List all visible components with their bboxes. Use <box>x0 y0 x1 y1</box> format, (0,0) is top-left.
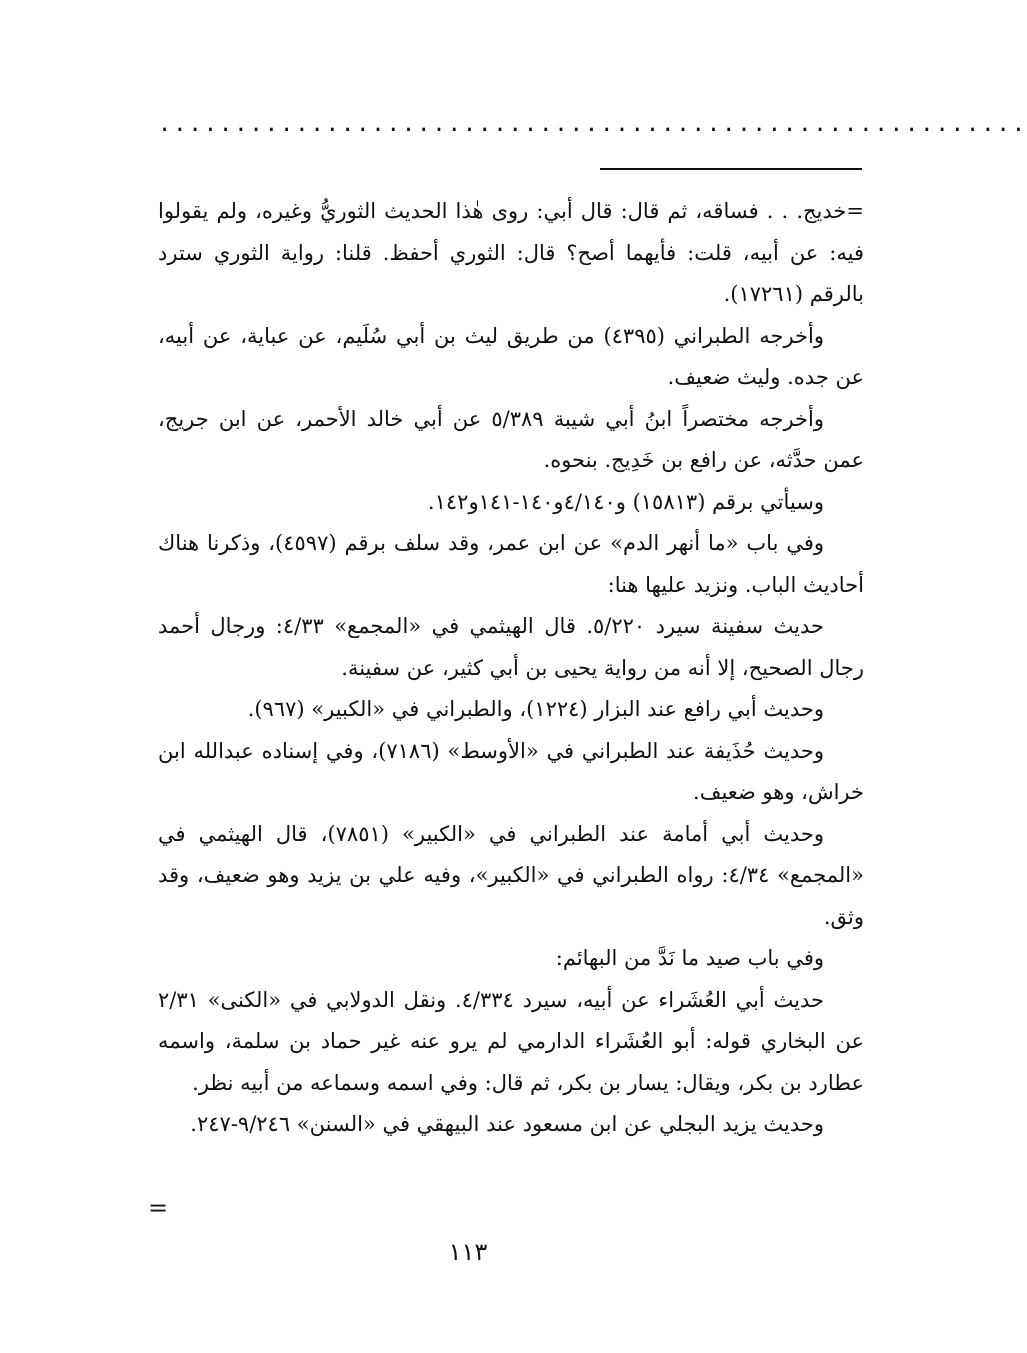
footnote-paragraph: حديث أبي العُشَراء عن أبيه، سيرد ٤/٣٣٤. ونقل الدولابي في «الكنى» ٢/٣١ عن البخاري قوله: أبو العُشَراء الدارمي لم يرو عنه غير حماد بن سلمة، واسمه عطارد بن بكر، ويقال: يسار بن بكر، ثم قال: وفي اسمه وسماعه من أبيه نظر. <box>158 987 864 1095</box>
footnote-paragraph: وحديث أبي رافع عند البزار (١٢٢٤)، والطبراني في «الكبير» (٩٦٧). <box>247 697 824 721</box>
footnote-paragraph: حديث سفينة سيرد ٥/٢٢٠. قال الهيثمي في «المجمع» ٤/٣٣: ورجال أحمد رجال الصحيح، إلا أنه من رواية يحيى بن أبي كثير، عن سفينة. <box>158 614 864 680</box>
footnote-paragraph: وسيأتي برقم (١٥٨١٣) و٤/١٤٠و١٤٠-١٤١و١٤٢. <box>427 489 824 514</box>
footnote-text <box>158 191 864 1146</box>
footnote-paragraph: وحديث أبي أمامة عند الطبراني في «الكبير» (٧٨٥١)، قال الهيثمي في «المجمع» ٤/٣٤: رواه الطبراني في «الكبير»، وفيه علي بن يزيد وهو ضعيف، وقد وثق. <box>158 821 864 929</box>
footnote-paragraph: وفي باب «ما أنهر الدم» عن ابن عمر، وقد سلف برقم (٤٥٩٧)، وذكرنا هناك أحاديث الباب. ونزيد عليها هنا: <box>158 531 864 597</box>
footnote-paragraph: وفي باب صيد ما نَدَّ من البهائم: <box>555 946 824 970</box>
footnote-paragraph: وحديث يزيد البجلي عن ابن مسعود عند البيهقي في «السنن» ٩/٢٤٦-٢٤٧. <box>190 1112 824 1136</box>
continuation-mark: = <box>148 1194 169 1222</box>
footnote-paragraph: وحديث حُذَيفة عند الطبراني في «الأوسط» (٧١٨٦)، وفي إسناده عبدالله ابن خراش، وهو ضعيف. <box>158 738 864 804</box>
footnote-paragraph: وأخرجه مختصراً ابنُ أبي شيبة ٥/٣٨٩ عن أبي خالد الأحمر، عن ابن جريج، عمن حدَّثه، عن رافع بن خَدِيج. بنحوه. <box>158 406 864 472</box>
footnote-paragraph: وأخرجه الطبراني (٤٣٩٥) من طريق ليث بن أبي سُلَيم، عن عباية، عن أبيه، عن جده. وليث ضعيف. <box>158 323 864 389</box>
footnote-paragraph: =خديج. . . فساقه، ثم قال: قال أبي: روى هٰذا الحديث الثوريُّ وغيره، ولم يقولوا فيه: عن أبيه، قلت: فأيهما أصح؟ قال: الثوري أحفظ. قلنا: رواية الثوري سترد بالرقم (١٧٢٦١). <box>158 199 864 306</box>
footnote-separator-rule <box>600 168 862 170</box>
page-number: ١١٣ <box>448 1238 488 1266</box>
header-dotted-line: ......................................................... <box>158 112 1027 137</box>
